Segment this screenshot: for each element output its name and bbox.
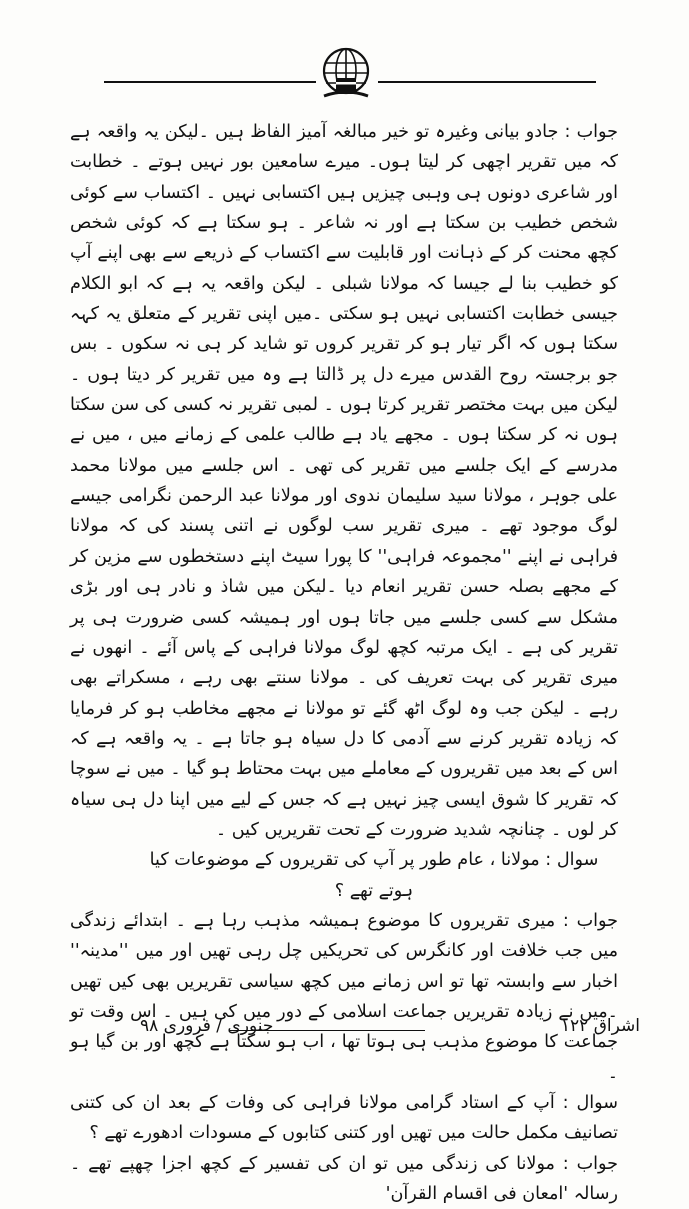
answer-paragraph-1: جواب : جادو بیانی وغیرہ تو خیر مبالغہ آمیز الفاظ ہیں ۔لیکن یہ واقعہ ہے کہ میں تقریر اچھی کر لیتا ہوں۔ میرے سامعین بور نہیں ہوتے ۔ خطابت اور شاعری دونوں ہی وہبی چیزیں ہیں اکتسابی نہیں ۔ اکتساب سے کوئی شخص خطیب بن سکتا ہے اور نہ شاعر ۔ ہو سکتا ہے کہ کوئی شخص کچھ محنت کر کے ذہانت اور قابلیت سے اکتساب کے ذریعے سے بھی اپنے آپ کو خطیب بنا لے جیسا کہ مولانا شبلی ۔ لیکن واقعہ یہ ہے کہ ابو الکلام جیسی خطابت اکتسابی نہیں ہو سکتی ۔میں اپنی تقریر کے متعلق یہ کہہ سکتا ہوں کہ اگر تیار ہو کر تقریر کروں تو شاید کر ہی نہ سکوں ۔ بس جو برجستہ روح القدس میرے دل پر ڈالتا ہے وہ میں تقریر کر دیتا ہوں ۔ لیکن میں بہت مختصر تقریر کرتا ہوں ۔ لمبی تقریر نہ کسی کی سن سکتا ہوں نہ کر سکتا ہوں ۔ مجھے یاد ہے طالب علمی کے زمانے میں ، میں نے مدرسے کے ایک جلسے میں تقریر کی تھی ۔ اس جلسے میں مولانا محمد علی جوہر ، مولانا سید سلیمان ندوی اور مولانا عبد الرحمن نگرامی جیسے لوگ موجود تھے ۔ میری تقریر سب لوگوں نے اتنی پسند کی کہ مولانا فراہی نے اپنے ''مجموعہ فراہی'' کا پورا سیٹ اپنے دستخطوں سے مزین کر کے مجھے بصلہ حسن تقریر انعام دیا ۔لیکن میں شاذ و نادر ہی اور بڑی مشکل سے کسی جلسے میں جاتا ہوں اور ہمیشہ کسی ضرورت ہی پر تقریر کی ہے ۔ ایک مرتبہ کچھ لوگ مولانا فراہی کے پاس آئے ۔ انھوں نے میری تقریر کی بہت تعریف کی ۔ مولانا سنتے بھی رہے ، مسکراتے بھی رہے ۔ لیکن جب وہ لوگ اٹھ گئے تو مولانا نے مجھے مخاطب ہو کر فرمایا کہ زیادہ تقریر کرنے سے آدمی کا دل سیاہ ہو جاتا ہے ۔ یہ واقعہ ہے کہ اس کے بعد میں تقریروں کے معاملے میں بہت محتاط ہو گیا ۔ میں نے سوچا کہ تقریر کا شوق ایسی چیز نہیں ہے کہ جس کے لیے میں اپنا دل ہی سیاہ کر لوں ۔ چنانچہ شدید ضرورت کے تحت تقریریں کیں ۔: [70, 122, 618, 840]
answer-paragraph-2: جواب : میری تقریروں کا موضوع ہمیشہ مذہب رہا ہے ۔ ابتدائے زندگی میں جب خلافت اور کانگرس کی تحریکیں چل رہی تھیں اور میں ''مدینہ'' اخبار سے وابستہ تھا تو اس زمانے میں کچھ سیاسی تقریریں بھی کیں تھیں ۔میں نے زیادہ تقریریں جماعت اسلامی کے دور میں کی ہیں ۔ اس وقت تو جماعت کا موضوع مذہب ہی ہوتا تھا ، اب ہو سکتا ہے کچھ اور بن گیا ہو ۔: [70, 910, 618, 1083]
footer-magazine-page-number: اشراق ۱۲۲: [560, 1016, 640, 1036]
header-rule-right: [378, 81, 596, 83]
question-paragraph-1: سوال : مولانا ، عام طور پر آپ کی تقریروں کے موضوعات کیا ہوتے تھے ؟: [149, 850, 599, 901]
globe-kaaba-logo-icon: [316, 44, 376, 104]
question-paragraph-2: سوال : آپ کے استاد گرامی مولانا فراہی کی وفات کے بعد ان کی کتنی تصانیف مکمل حالت میں تھیں اور کتنی کتابوں کے مسودات ادھورے تھے ؟: [70, 1093, 618, 1144]
footer-issue-date: جنوری / فروری ۹۸: [140, 1016, 274, 1036]
answer-paragraph-3: جواب : مولانا کی زندگی میں تو ان کی تفسیر کے کچھ اجزا چھپے تھے ۔ رسالہ 'امعان فی اقسام القرآن': [70, 1153, 618, 1205]
page-header: [0, 0, 689, 110]
page-footer: [80, 1016, 640, 1046]
header-rule-left: [104, 81, 316, 83]
